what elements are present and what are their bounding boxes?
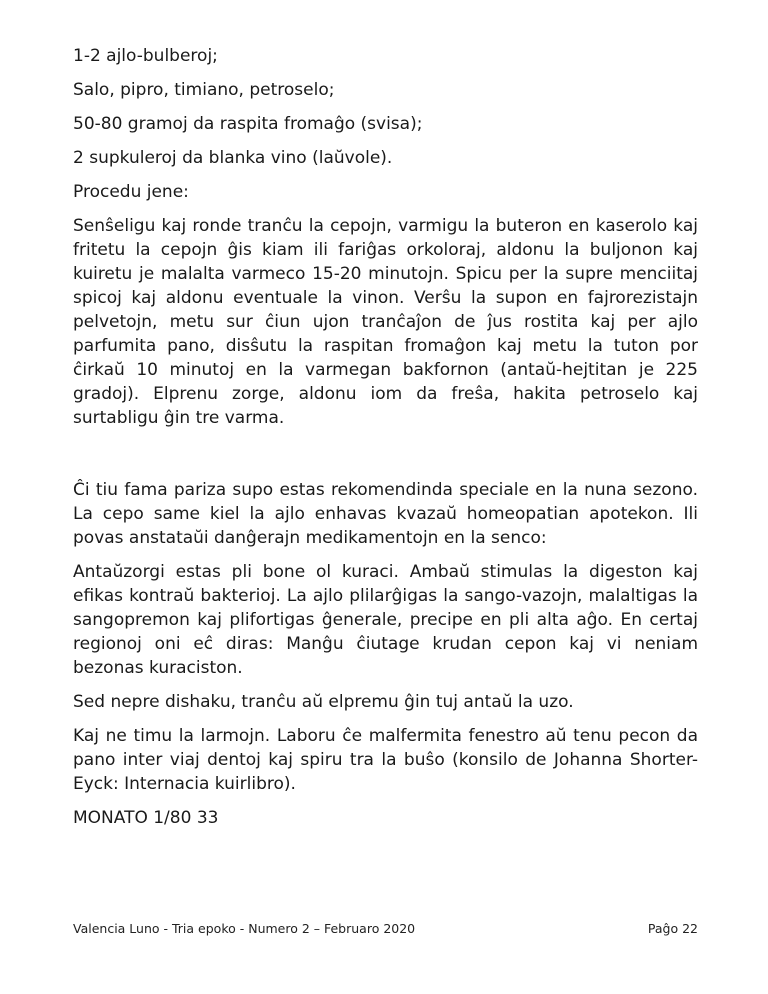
source-citation: MONATO 1/80 33 (73, 808, 219, 828)
body-paragraph: Ĉi tiu fama pariza supo estas rekomendinda speciale en la nuna sezono. La cepo same kiel la ajlo enhavas kvazaŭ homeopatian apotekon. Ili povas anstataŭi danĝerajn medikamentojn en la senco: (73, 480, 698, 548)
body-paragraph: Antaŭzorgi estas pli bone ol kuraci. Ambaŭ stimulas la digeston kaj efikas kontraŭ bakterioj. La ajlo plilarĝigas la sango-vazojn, malaltigas la sangopremon kaj plifortigas ĝenerale, precipe en pli alta aĝo. En certaj regionoj oni eĉ diras: Manĝu ĉiutage krudan cepon kaj vi neniam bezonas kuraciston. (73, 562, 698, 678)
footer-page-number: Paĝo 22 (647, 921, 698, 936)
ingredient-line: Salo, pipro, timiano, petroselo; (73, 80, 335, 100)
section-gap (73, 440, 698, 478)
procedure-paragraph: Senŝeligu kaj ronde tranĉu la cepojn, varmigu la buteron en kaserolo kaj fritetu la cepojn ĝis kiam ili fariĝas orkoloraj, aldonu la buljonon kaj kuiretu je malalta varmeco 15-20 minutojn. Spicu per la supre menciitaj spicoj kaj aldonu eventuale la vinon. Verŝu la supon en fajrorezistajn pelvetojn, metu sur ĉiun ujon tranĉaĵon de ĵus rostita kaj per ajlo parfumita pano, disŝutu la raspitan fromaĝon kaj metu la tuton por ĉirkaŭ 10 minutoj en la varmegan bakfornon (antaŭ-hejtitan je 225 gradoj). Elprenu zorge, aldonu iom da freŝa, hakita petroselo kaj surtabligu ĝin tre varma. (73, 216, 698, 428)
procedure-heading: Procedu jene: (73, 182, 189, 202)
ingredient-line: 1-2 ajlo-bulberoj; (73, 46, 218, 66)
body-paragraph: Kaj ne timu la larmojn. Laboru ĉe malfermita fenestro aŭ tenu pecon da pano inter viaj dentoj kaj spiru tra la buŝo (konsilo de Johanna Shorter-Eyck: Internacia kuirlibro). (73, 726, 698, 794)
document-body (73, 44, 698, 840)
page-footer (73, 921, 698, 937)
body-paragraph: Sed nepre dishaku, tranĉu aŭ elpremu ĝin tuj antaŭ la uzo. (73, 692, 574, 712)
ingredient-line: 2 supkuleroj da blanka vino (laŭvole). (73, 148, 393, 168)
ingredient-line: 50-80 gramoj da raspita fromaĝo (svisa); (73, 114, 423, 134)
footer-publication: Valencia Luno - Tria epoko - Numero 2 – Februaro 2020 (73, 921, 416, 936)
